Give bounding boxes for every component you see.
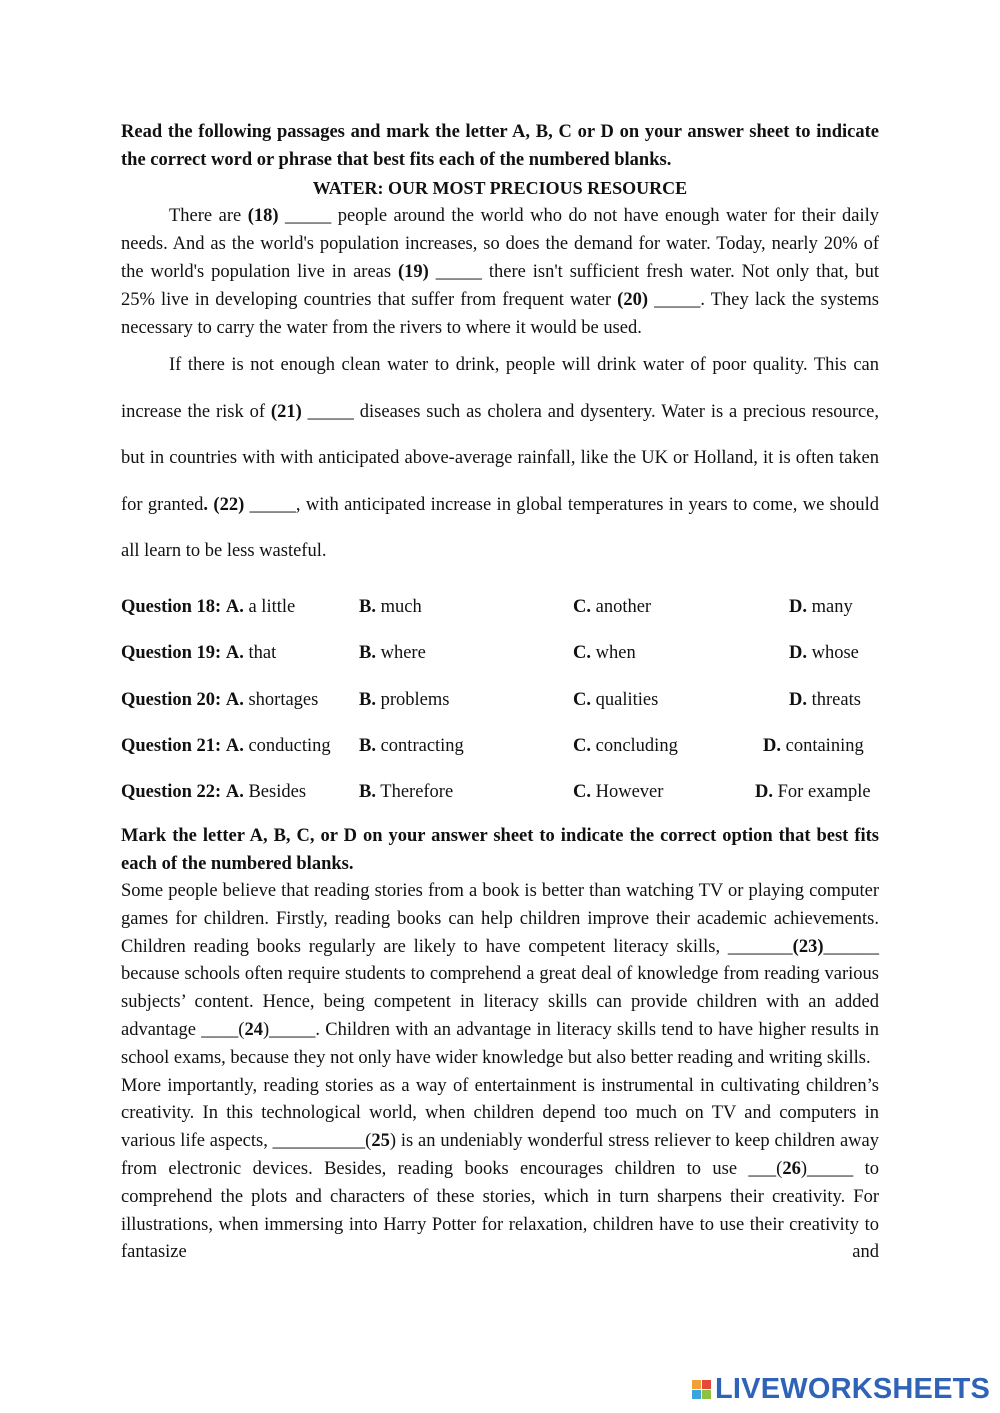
question-row-19 [121,631,879,677]
blank-18: (18) [247,206,279,226]
blank-19: (19) [397,262,429,282]
logo-text: LIVEWORKSHEETS [715,1372,991,1405]
question-row-21 [121,723,879,769]
option-b[interactable]: B. contracting [359,736,464,757]
option-a[interactable]: Question 22: A. Besides [121,782,307,803]
question-row-18 [121,585,879,631]
section1-instruction: Read the following passages and mark the letter A, B, C or D on your answer sheet to indicate the correct word or phrase that best fits each of the numbered blanks. [121,122,879,170]
option-a[interactable]: Question 20: A. shortages [121,689,319,710]
option-d[interactable]: D. containing [763,736,864,757]
blank-23: (23) [792,936,824,957]
passage-title: WATER: OUR MOST PRECIOUS RESOURCE [312,178,688,198]
option-b[interactable]: B. Therefore [359,782,454,803]
question-options-table [121,585,879,816]
worksheet-page [121,118,879,1267]
option-c[interactable]: C. However [573,782,664,803]
water-paragraph-2: If there is not enough clean water to drink, people will drink water of poor quality. This can increase the risk of (21) _____ diseases such as cholera and dysentery. Water is a precious resource, but in countries with with anticipated above-average rainfall, like the UK or Holland, it is often taken for granted. (22) _____, with anticipated increase in global temperatures in years to come, we should all learn to be less wasteful. [121,355,880,561]
blank-26: 26 [782,1158,801,1179]
liveworksheets-logo[interactable] [692,1372,990,1406]
option-b[interactable]: B. much [359,597,422,618]
option-c[interactable]: C. when [573,643,636,664]
option-d[interactable]: D. threats [789,689,861,710]
option-a[interactable]: Question 21: A. conducting [121,736,331,757]
logo-mark-icon [692,1380,711,1399]
blank-22: (22) [213,494,245,515]
question-row-20 [121,677,879,723]
option-c[interactable]: C. concluding [573,736,678,757]
reading-paragraph-1: Some people believe that reading stories from a book is better than watching TV or playing computer games for children. Firstly, reading books can help children improve their academic achievements. Children reading books regularly are likely to have competent literacy skills, _______(23)______ because schools often require students to comprehend a great deal of knowledge from reading various subjects’ content. Hence, being competent in literacy skills can provide children with an added advantage ____(24)_____. Children with an advantage in literacy skills tend to have higher results in school exams, because they not only have wider knowledge but also better reading and writing skills. [121,880,879,1068]
option-d[interactable]: D. whose [789,643,859,664]
option-c[interactable]: C. qualities [573,689,659,710]
blank-24: 24 [244,1019,263,1040]
option-a[interactable]: Question 19: A. that [121,643,277,664]
question-row-22 [121,770,879,816]
option-a[interactable]: Question 18: A. a little [121,597,296,618]
blank-21: (21) [270,401,302,422]
blank-20: (20) [617,290,648,310]
section2-instruction: Mark the letter A, B, C, or D on your answer sheet to indicate the correct option that best fits each of the numbered blanks. [121,825,879,874]
reading-paragraph-2: More importantly, reading stories as a way of entertainment is instrumental in cultivating children’s creativity. In this technological world, when children depend too much on TV and computers in various life aspects, __________(25) is an undeniably wonderful stress reliever to keep children away from electronic devices. Besides, reading books encourages children to use ___(26)_____ to comprehend the plots and characters of these stories, which in turn sharpens their creativity. For illustrations, when immersing into Harry Potter for relaxation, children have to use their creativity to fantasize and [121,1075,879,1263]
option-d[interactable]: D. For example [755,782,871,803]
option-b[interactable]: B. problems [359,689,450,710]
option-b[interactable]: B. where [359,643,426,664]
option-d[interactable]: D. many [789,597,853,618]
water-paragraph-1: There are (18) _____ people around the world who do not have enough water for their daily needs. And as the world's population increases, so does the demand for water. Today, nearly 20% of the world's population live in areas (19) _____ there isn't sufficient fresh water. Not only that, but 25% live in developing countries that suffer from frequent water (20) _____. They lack the systems necessary to carry the water from the rivers to where it would be used. [121,206,879,338]
blank-25: 25 [371,1131,390,1152]
option-c[interactable]: C. another [573,597,652,618]
